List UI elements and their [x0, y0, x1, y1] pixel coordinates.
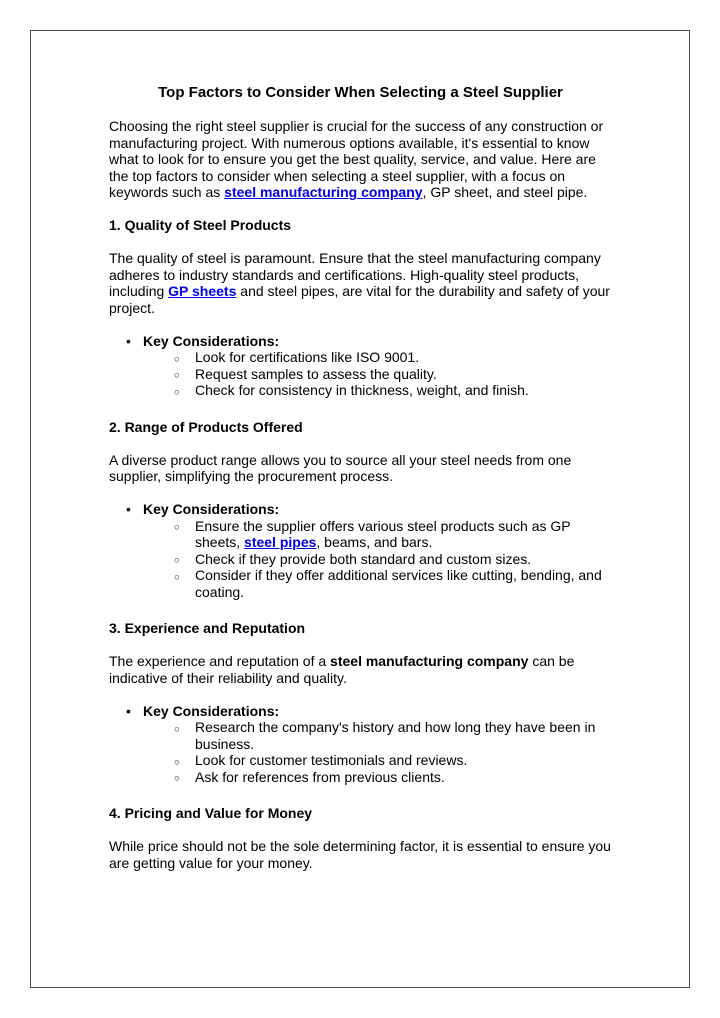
section-3-heading: 3. Experience and Reputation: [109, 620, 306, 636]
list-item-text-after-link: , beams, and bars.: [316, 534, 433, 550]
document-page: [30, 30, 690, 988]
section-1-list: [109, 333, 612, 399]
key-considerations-label: Key Considerations:: [143, 501, 280, 517]
list-item-text: Consider if they offer additional services like cutting, bending, and coating.: [195, 567, 602, 600]
list-item: [109, 366, 612, 383]
gp-sheets-link[interactable]: GP sheets: [168, 283, 237, 299]
bullet-icon: •: [126, 332, 131, 349]
list-item: [109, 752, 612, 769]
list-item-text: Look for certifications like ISO 9001.: [195, 349, 420, 365]
section-4-heading: 4. Pricing and Value for Money: [109, 805, 313, 821]
steel-manufacturing-company-link[interactable]: steel manufacturing company: [224, 184, 423, 200]
circle-bullet-icon: ○: [174, 522, 180, 533]
key-considerations-label: Key Considerations:: [143, 702, 280, 719]
document-content: [31, 31, 689, 871]
list-item-text: Check for consistency in thickness, weight, and finish.: [195, 382, 529, 398]
section-4-paragraph: While price should not be the sole determining factor, it is essential to ensure you are getting value for your money.: [109, 838, 611, 871]
circle-bullet-icon: ○: [174, 370, 180, 381]
key-considerations-item: [109, 333, 612, 350]
circle-bullet-icon: ○: [174, 386, 180, 398]
circle-bullet-icon: ○: [174, 353, 180, 365]
list-item: [109, 551, 612, 568]
list-item: [109, 567, 612, 600]
list-item: [109, 769, 612, 786]
circle-bullet-icon: ○: [174, 555, 180, 566]
list-item: [109, 719, 612, 752]
intro-text-before-link: Choosing the right steel supplier is crucial for the success of any construction or manufacturing project. With numerous options available, it's essential to know what to look for to ensure you get the best quality, service, and value. Here are the top factors to consider when selecting a steel supplier, with a focus on keywords such as: [109, 118, 604, 200]
list-item-text-before-link: Ensure the supplier offers various steel products such as GP sheets,: [195, 517, 571, 550]
list-item-text: Research the company's history and how long they have been in business.: [195, 719, 596, 752]
section-1-paragraph: [109, 250, 612, 316]
circle-bullet-icon: ○: [174, 773, 180, 784]
steel-pipes-link[interactable]: steel pipes: [244, 534, 317, 550]
key-considerations-label: Key Considerations:: [143, 332, 280, 349]
section-3-paragraph: [109, 653, 612, 686]
key-considerations-item: [109, 703, 612, 720]
bullet-icon: •: [126, 501, 131, 517]
section-3-bold-phrase: steel manufacturing company: [330, 653, 529, 669]
section-3-text-before-bold: The experience and reputation of a: [109, 653, 331, 669]
section-1-heading: 1. Quality of Steel Products: [109, 217, 292, 233]
list-item-text: Request samples to assess the quality.: [195, 365, 437, 382]
list-item-text: Look for customer testimonials and reviews.: [195, 752, 468, 768]
circle-bullet-icon: ○: [174, 723, 180, 735]
section-2-paragraph: A diverse product range allows you to source all your steel needs from one supplier, simplifying the procurement process.: [109, 451, 572, 484]
list-item: [109, 518, 612, 551]
document-title: Top Factors to Consider When Selecting a Steel Supplier: [158, 84, 563, 101]
intro-text-after-link: , GP sheet, and steel pipe.: [422, 184, 588, 200]
list-item-text: Check if they provide both standard and custom sizes.: [195, 550, 532, 567]
section-3-text-after-bold: can be indicative of their reliability and quality.: [109, 653, 575, 686]
bullet-icon: •: [126, 702, 131, 719]
intro-paragraph: [109, 118, 612, 201]
circle-bullet-icon: ○: [174, 571, 180, 583]
circle-bullet-icon: ○: [174, 756, 180, 768]
section-3-list: [109, 703, 612, 786]
list-item: [109, 382, 612, 399]
section-2-list: [109, 501, 612, 600]
key-considerations-item: [109, 501, 612, 518]
list-item-text: Ask for references from previous clients.: [195, 768, 445, 785]
list-item: [109, 349, 612, 366]
section-1-text-before-link: The quality of steel is paramount. Ensure that the steel manufacturing company adheres to industry standards and certifications. High-quality steel products, including: [109, 250, 601, 299]
section-2-heading: 2. Range of Products Offered: [109, 418, 303, 435]
section-1-text-after-link: and steel pipes, are vital for the durability and safety of your project.: [109, 283, 610, 316]
